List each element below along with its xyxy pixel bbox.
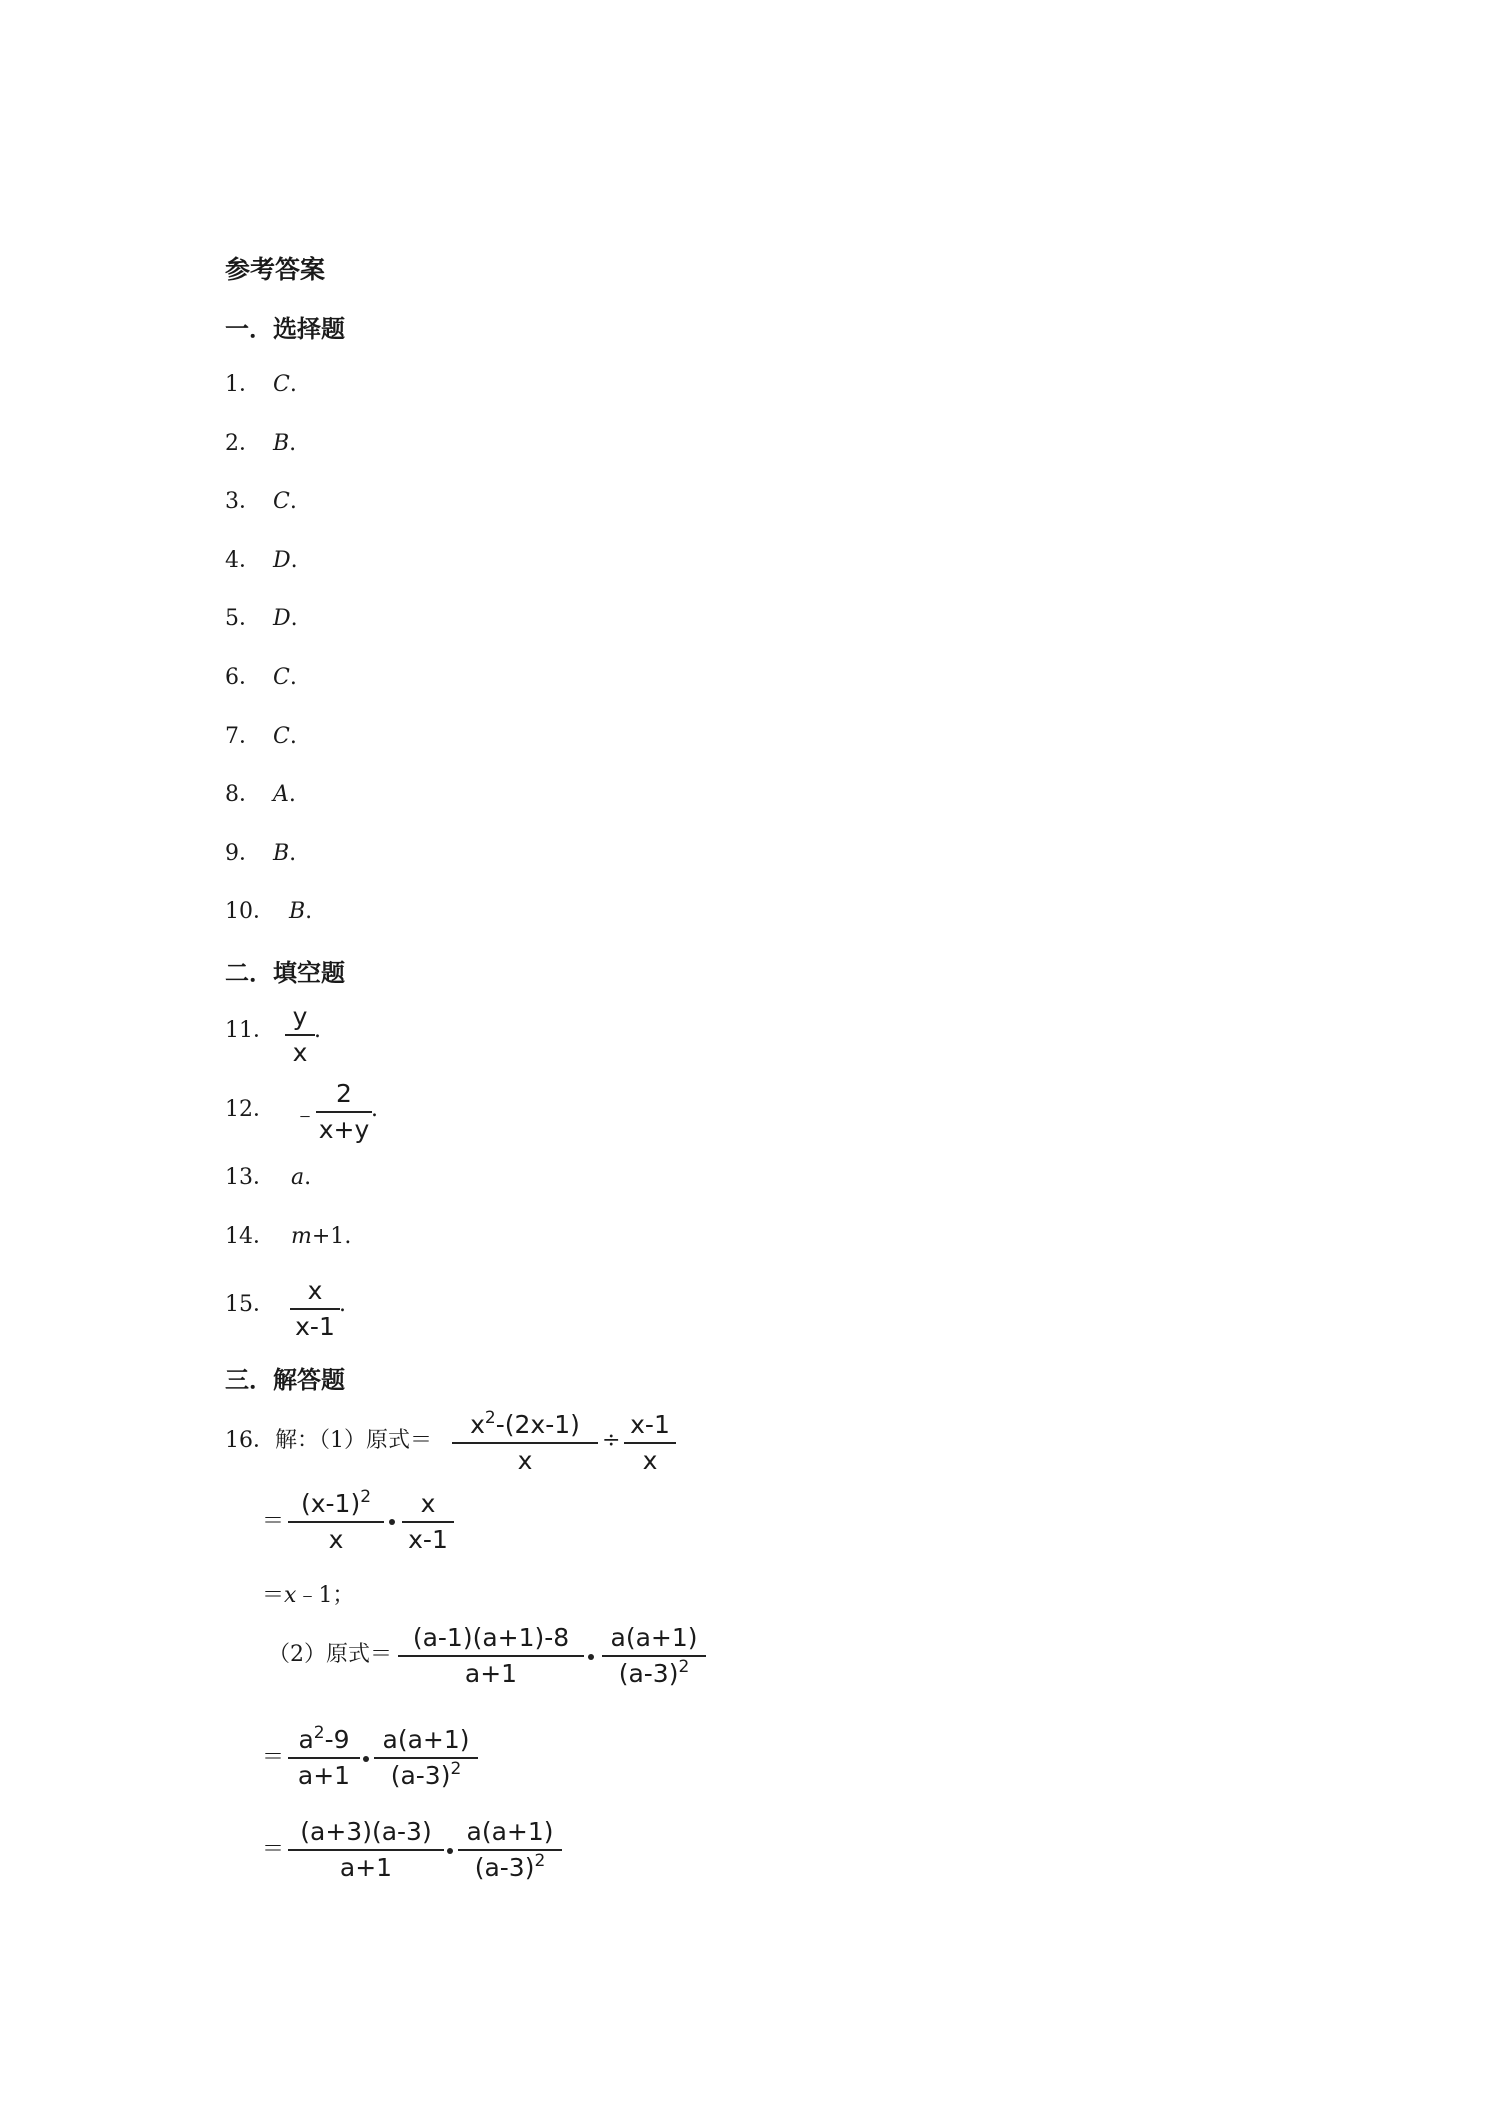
answer-period: . bbox=[289, 372, 297, 397]
page-title: 参考答案 bbox=[225, 255, 326, 284]
fraction bbox=[602, 1624, 706, 1690]
fraction bbox=[316, 1080, 372, 1146]
fraction-numerator: a(a+1) bbox=[466, 1817, 554, 1846]
fraction-denominator: x bbox=[642, 1446, 658, 1475]
fraction-bar bbox=[602, 1655, 706, 1657]
fraction-numerator: $x^2-(2x-1)$ bbox=[470, 1408, 580, 1439]
answer-period: . bbox=[339, 1292, 346, 1317]
answer-letter: C bbox=[273, 489, 290, 514]
fraction-numerator: y bbox=[292, 1002, 308, 1031]
fill-answer-13 bbox=[225, 1165, 311, 1191]
question-number: 11． bbox=[225, 1018, 275, 1043]
fraction-numerator: $a^2-9$ bbox=[298, 1723, 350, 1754]
answer-letter: D bbox=[273, 606, 291, 631]
fraction bbox=[288, 1723, 360, 1792]
question-number: 10． bbox=[225, 899, 275, 924]
question-number: 14． bbox=[225, 1224, 275, 1249]
answer-period: . bbox=[289, 431, 297, 456]
fraction-numerator: (a-1)(a+1)-8 bbox=[412, 1623, 570, 1652]
choice-answer-row bbox=[225, 782, 296, 808]
fraction-denominator: $(a-3)^2$ bbox=[474, 1851, 546, 1882]
fraction-numerator: a(a+1) bbox=[382, 1725, 470, 1754]
fraction-denominator: a+1 bbox=[339, 1853, 393, 1882]
solution-lead: 16．解：（1）原式＝ bbox=[225, 1428, 432, 1453]
question-number: 13． bbox=[225, 1165, 275, 1190]
answer-period: . bbox=[289, 489, 297, 514]
fraction bbox=[285, 1003, 315, 1069]
fraction-denominator: $(a-3)^2$ bbox=[618, 1657, 690, 1688]
section-heading-choice: 一．选择题 bbox=[225, 315, 345, 343]
fraction-bar bbox=[374, 1757, 478, 1759]
part2-lead: （2）原式＝ bbox=[268, 1642, 392, 1667]
question-number: 4． bbox=[225, 548, 261, 573]
choice-answer-row bbox=[225, 665, 297, 691]
fraction-bar bbox=[288, 1521, 384, 1523]
choice-answer-row bbox=[225, 841, 296, 867]
fraction-numerator: x bbox=[307, 1276, 323, 1305]
fraction bbox=[288, 1818, 444, 1884]
fraction-bar bbox=[290, 1308, 340, 1310]
question-number: 15． bbox=[225, 1292, 275, 1317]
answer-letter: B bbox=[273, 841, 290, 866]
answer-letter: C bbox=[273, 724, 290, 749]
question-number: 2． bbox=[225, 431, 261, 456]
fraction-denominator: x bbox=[292, 1038, 308, 1067]
fraction-bar bbox=[398, 1655, 584, 1657]
fill-answer-14 bbox=[225, 1224, 351, 1250]
fraction-bar bbox=[452, 1442, 598, 1444]
answer-letter: B bbox=[273, 431, 290, 456]
answer-letter: B bbox=[289, 899, 306, 924]
fraction bbox=[458, 1818, 562, 1884]
fraction-denominator: $(a-3)^2$ bbox=[390, 1759, 462, 1790]
equals-sign: ＝ bbox=[262, 1583, 285, 1608]
answer-letter: A bbox=[273, 782, 289, 807]
answer-variable: m bbox=[291, 1224, 312, 1249]
result-rest: ﹣1； bbox=[296, 1583, 355, 1608]
equals-sign: ＝ bbox=[262, 1745, 285, 1770]
fraction-numerator: (a+3)(a-3) bbox=[300, 1817, 432, 1846]
answer-letter: C bbox=[273, 665, 290, 690]
choice-answer-row bbox=[225, 899, 312, 925]
question-number: 9． bbox=[225, 841, 261, 866]
answer-rest: +1 bbox=[311, 1224, 345, 1249]
answer-letter: D bbox=[273, 548, 291, 573]
result-variable: x bbox=[284, 1583, 297, 1608]
question-number: 5． bbox=[225, 606, 261, 631]
answer-period: . bbox=[288, 782, 296, 807]
answer-letter: a bbox=[291, 1165, 305, 1190]
fraction-denominator: a+1 bbox=[297, 1761, 351, 1790]
multiply-dot bbox=[447, 1848, 453, 1854]
equals-sign: ＝ bbox=[262, 1509, 285, 1534]
question-number: 3． bbox=[225, 489, 261, 514]
fraction bbox=[374, 1726, 478, 1792]
minus-sign: ﹣ bbox=[293, 1100, 317, 1128]
question-number: 8． bbox=[225, 782, 261, 807]
choice-answer-row bbox=[225, 548, 298, 574]
result-line bbox=[262, 1583, 354, 1609]
question-number: 12． bbox=[225, 1097, 275, 1122]
answer-letter: C bbox=[273, 372, 290, 397]
fraction bbox=[402, 1490, 454, 1556]
multiply-dot bbox=[588, 1654, 594, 1660]
fraction-numerator: x bbox=[420, 1489, 436, 1518]
choice-answer-row bbox=[225, 372, 297, 398]
answer-period: . bbox=[305, 899, 313, 924]
fraction bbox=[452, 1408, 598, 1477]
fraction-numerator: a(a+1) bbox=[610, 1623, 698, 1652]
fraction-bar bbox=[285, 1034, 315, 1036]
fraction bbox=[288, 1487, 384, 1556]
answer-period: . bbox=[289, 724, 297, 749]
answer-period: . bbox=[290, 548, 298, 573]
question-number: 1． bbox=[225, 372, 261, 397]
fraction-bar bbox=[288, 1849, 444, 1851]
answer-period: . bbox=[344, 1224, 352, 1249]
fraction-denominator: x bbox=[328, 1525, 344, 1554]
choice-answer-row bbox=[225, 431, 296, 457]
fraction bbox=[290, 1277, 340, 1343]
divide-sign: ÷ bbox=[602, 1428, 621, 1453]
fraction-bar bbox=[402, 1521, 454, 1523]
fraction-numerator: $(x-1)^2$ bbox=[300, 1487, 372, 1518]
multiply-dot bbox=[363, 1756, 369, 1762]
fraction-bar bbox=[288, 1757, 360, 1759]
fraction-bar bbox=[458, 1849, 562, 1851]
fraction-bar bbox=[316, 1111, 372, 1113]
fraction-denominator: x-1 bbox=[295, 1312, 335, 1341]
fraction-numerator: x-1 bbox=[630, 1410, 670, 1439]
answer-period: . bbox=[289, 841, 297, 866]
fraction-denominator: x-1 bbox=[408, 1525, 448, 1554]
question-number: 6． bbox=[225, 665, 261, 690]
answer-period: . bbox=[314, 1018, 321, 1043]
section-heading-solve: 三．解答题 bbox=[225, 1366, 345, 1394]
question-number: 7． bbox=[225, 724, 261, 749]
choice-answer-row bbox=[225, 606, 298, 632]
answer-period: . bbox=[304, 1165, 312, 1190]
choice-answer-row bbox=[225, 489, 297, 515]
fraction bbox=[624, 1411, 676, 1477]
equals-sign: ＝ bbox=[262, 1837, 285, 1862]
fraction-denominator: x bbox=[517, 1446, 533, 1475]
fraction-denominator: x+y bbox=[318, 1115, 370, 1144]
answer-period: . bbox=[289, 665, 297, 690]
answer-period: . bbox=[290, 606, 298, 631]
fraction-numerator: 2 bbox=[336, 1079, 352, 1108]
multiply-dot bbox=[389, 1519, 395, 1525]
section-heading-fill: 二．填空题 bbox=[225, 959, 345, 987]
choice-answer-row bbox=[225, 724, 297, 750]
fraction-denominator: a+1 bbox=[464, 1659, 518, 1688]
fraction-bar bbox=[624, 1442, 676, 1444]
answer-period: . bbox=[371, 1097, 378, 1122]
fraction bbox=[398, 1624, 584, 1690]
